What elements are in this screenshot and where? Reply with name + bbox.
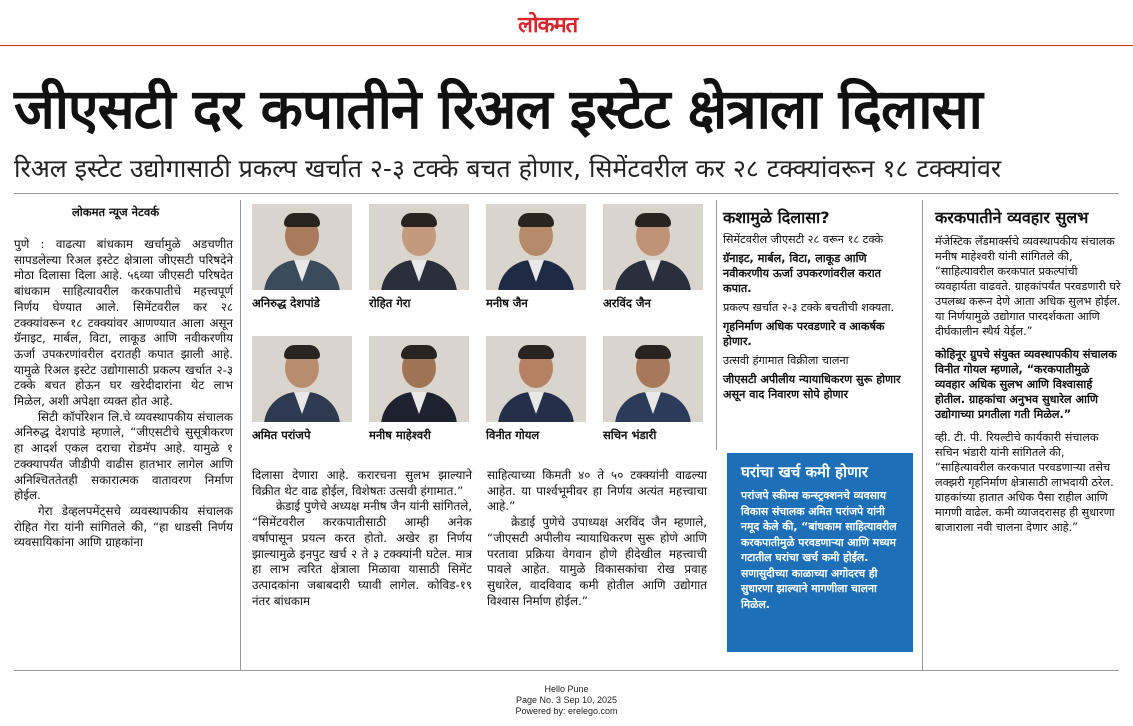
article-column-3 (487, 468, 707, 609)
why-relief-item: उत्सवी हंगामात विक्रीला चालना (723, 354, 849, 367)
person-photo (369, 336, 469, 422)
footer-page-date: Page No. 3 Sep 10, 2025 (515, 695, 618, 705)
why-relief-item: प्रकल्प खर्चात २-३ टक्के बचतीची शक्यता. (723, 301, 895, 314)
newspaper-logo: लोकमत (518, 13, 578, 38)
person-name: अनिरुद्ध देशपांडे (252, 296, 320, 310)
page-footer (0, 684, 1133, 717)
article-paragraph: दिलासा देणारा आहे. करारचना सुलभ झाल्याने विक्रीत थेट वाढ होईल, विशेषतः उत्सवी हंगामात.” (252, 468, 472, 498)
divider (14, 193, 1119, 194)
article-paragraph: साहित्याच्या किमती ४० ते ५० टक्क्यांनी वाढल्या आहेत. या पार्श्वभूमीवर हा निर्णय अत्यंत महत्त्वाचा आहे.” (487, 468, 707, 514)
divider (14, 670, 1119, 671)
person-photo (486, 336, 586, 422)
footer-edition: Hello Pune (544, 684, 589, 694)
person-name: अरविंद जैन (603, 296, 651, 310)
person-name: रोहित गेरा (369, 296, 411, 310)
footer-powered-by: Powered by: erelego.com (515, 706, 618, 716)
person-photo (603, 204, 703, 290)
subheadline: रिअल इस्टेट उद्योगासाठी प्रकल्प खर्चात २-३ टक्के बचत होणार, सिमेंटवरील कर २८ टक्क्यांवरून १८ टक्क्यांवर (14, 154, 1002, 183)
quote-paragraph: कोहिनूर ग्रुपचे संयुक्त व्यवस्थापकीय संचालक विनीत गोयल म्हणाले, “करकपातीमुळे व्यवहार अधिक सुलभ आणि विश्वासार्ह होतील. ग्राहकांचा अनुभव सुधारेल आणि उद्योगाच्या प्रगतीला गती मिळेल.” (935, 348, 1117, 421)
column-divider (922, 200, 923, 670)
why-relief-item: सिमेंटवरील जीएसटी २८ वरून १८ टक्के (723, 233, 884, 246)
column-divider (240, 200, 241, 670)
column-divider (716, 200, 717, 450)
person-photo (486, 204, 586, 290)
sidebar-title-ease: करकपातीने व्यवहार सुलभ (935, 208, 1089, 227)
article-column-2 (252, 468, 472, 609)
byline: लोकमत न्यूज नेटवर्क (72, 205, 160, 219)
person-photo (252, 204, 352, 290)
person-name: विनीत गोयल (486, 428, 540, 442)
person-name: सचिन भंडारी (603, 428, 657, 442)
person-name: अमित परांजपे (252, 428, 311, 442)
article-column-1 (14, 237, 233, 551)
article-paragraph: गेरा डेव्हलपमेंट्सचे व्यवस्थापकीय संचालक रोहित गेरा यांनी सांगितले की, “हा धाडसी निर्णय व्यवसायिकांना आणि ग्राहकांना (14, 503, 233, 550)
person-photo (603, 336, 703, 422)
why-relief-item: गृहनिर्माण अधिक परवडणारे व आकर्षक होणार. (723, 320, 885, 348)
why-relief-list (723, 232, 913, 406)
person-photo (369, 204, 469, 290)
article-paragraph: क्रेडाई पुणेचे अध्यक्ष मनीष जैन यांनी सांगितले, “सिमेंटवरील करकपातीसाठी आम्ही अनेक वर्षापासून प्रयत्न करत होतो. अखेर हा निर्णय झाल्यामुळे इनपुट खर्च २ ते ३ टक्क्यांनी घटेल. मात्र हा लाभ त्वरित क्षेत्राला मिळावा यासाठी सिमेंट उत्पादकांना जबाबदारी घ्यावी लागेल. कोविड-१९ नंतर बांधकाम (252, 499, 472, 608)
article-paragraph: सिटी कॉर्पोरेशन लि.चे व्यवस्थापकीय संचालक अनिरुद्ध देशपांडे म्हणाले, “जीएसटीचे सुसूत्रीकरण हा आदर्श एकल दराचा रोडमॅप आहे. यामुळे १ टक्क्यापर्यंत जीडीपी वाढीस हातभार लागेल आणि अनिश्चिततेतही सकारात्मक वातावरण निर्माण होईल. (14, 409, 233, 503)
person-photo (252, 336, 352, 422)
sidebar-title-why: कशामुळे दिलासा? (723, 208, 830, 227)
person-name: मनीष माहेश्वरी (369, 428, 431, 442)
why-relief-item: ग्रॅनाइट, मार्बल, विटा, लाकूड आणि नवीकरणीय ऊर्जा उपकरणांवरील करात कपात. (723, 252, 881, 295)
ease-quotes (935, 234, 1121, 543)
masthead (0, 0, 1133, 46)
highlight-box (727, 453, 913, 652)
highlight-box-title: घरांचा खर्च कमी होणार (741, 463, 868, 481)
article-paragraph: क्रेडाई पुणेचे उपाध्यक्ष अरविंद जैन म्हणाले, “जीएसटी अपीलीय न्यायाधिकरण सुरू होणे आणि परतावा प्रक्रिया वेगवान होणे हीदेखील महत्त्वाची पावले आहेत. यामुळे विकासकांचा रोख प्रवाह सुधारेल, वादविवाद कमी होतील आणि उद्योगात विश्वास निर्माण होईल.” (487, 515, 707, 608)
quote-paragraph: मॅजेस्टिक लँडमार्क्सचे व्यवस्थापकीय संचालक मनीष माहेश्वरी यांनी सांगितले की, “साहित्यावरील करकपात प्रकल्पांची व्यवहार्यता वाढवते. ग्राहकांपर्यंत परवडणारी घरे उपलब्ध करून देणे आता अधिक सुलभ होईल. या निर्णयामुळे उद्योगात पारदर्शकता आणि दीर्घकालीन स्थैर्य येईल.” (935, 235, 1121, 338)
headline: जीएसटी दर कपातीने रिअल इस्टेट क्षेत्राला दिलासा (14, 77, 982, 141)
quote-paragraph: व्ही. टी. पी. रियल्टीचे कार्यकारी संचालक सचिन भंडारी यांनी सांगितले की, “साहित्यावरील करकपात परवडणाऱ्या तसेच लक्झरी गृहनिर्माण क्षेत्रासाठी लाभदायी ठरेल. ग्राहकांच्या हातात अधिक पैसा राहील आणि मागणी वाढेल. कमी व्याजदरासह ही सुधारणा बाजाराला नवी चालना देणार आहे.” (935, 431, 1115, 534)
article-paragraph: पुणे : वाढत्या बांधकाम खर्चामुळे अडचणीत सापडलेल्या रिअल इस्टेट क्षेत्राला जीएसटी परिषदेने मोठा दिलासा दिला आहे. ५६व्या जीएसटी परिषदेत बांधकाम साहित्यावरील करकपातीचे महत्त्वपूर्ण निर्णय घेण्यात आले. सिमेंटवरील कर २८ टक्क्यांवरून १८ टक्क्यांवर आणण्यात आला असून ग्रॅनाइट, मार्बल, विटा, लाकूड आणि नवीकरणीय ऊर्जा उपकरणांवरील दरातही कपात झाली आहे. यामुळे रिअल इस्टेट उद्योगासाठी प्रकल्प खर्चात २-३ टक्के बचत होऊन घर खरेदीदारांना थेट लाभ मिळेल, अशी अपेक्षा व्यक्त होत आहे. (14, 237, 233, 409)
highlight-box-body: परांजपे स्कीम्स कन्स्ट्रक्शनचे व्यवसाय विकास संचालक अमित परांजपे यांनी नमूद केले की, “बांधकाम साहित्यावरील करकपातीमुळे परवडणाऱ्या आणि मध्यम गटातील घरांचा खर्च कमी होईल. सणासुदीच्या काळाच्या अगोदरच ही सुधारणा झाल्याने मागणीला चालना मिळेल. (741, 489, 897, 611)
why-relief-item: जीएसटी अपीलीय न्यायाधिकरण सुरू होणार असून वाद निवारण सोपे होणार (723, 373, 901, 401)
person-name: मनीष जैन (486, 296, 528, 310)
